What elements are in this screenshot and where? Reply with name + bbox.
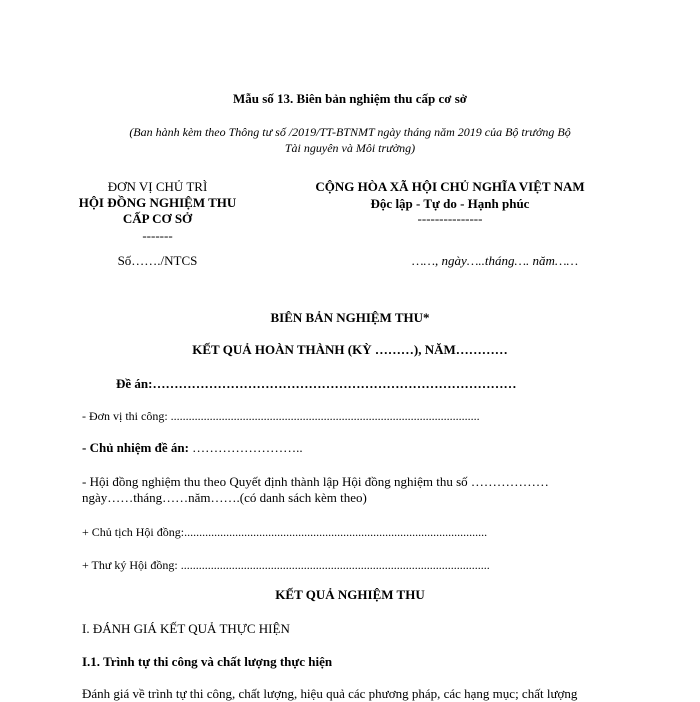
left-header-level: CẤP CƠ SỞ [122,211,193,226]
project-lead-label: - Chủ nhiệm đề án: [82,440,189,455]
right-header-divider: --------------- [417,211,483,226]
results-heading: KẾT QUẢ NGHIỆM THU [275,587,425,602]
section-1-heading: I. ĐÁNH GIÁ KẾT QUẢ THỰC HIỆN [82,621,290,636]
document-date: ……, ngày…..tháng…. năm…… [411,253,579,268]
project-lead-dots: …………………….. [192,440,303,455]
council-chair-field: + Chủ tịch Hội đồng:..................................................................................................... [82,525,488,539]
council-decision-line-2: ngày……tháng……năm…….(có danh sách kèm theo) [82,490,367,505]
form-title: Mẫu số 13. Biên bản nghiệm thu cấp cơ sở [233,91,467,106]
document-title: BIÊN BẢN NGHIỆM THU* [270,310,430,325]
national-title: CỘNG HÒA XÃ HỘI CHỦ NGHĨA VIỆT NAM [315,179,585,194]
document-number: Số……./NTCS [117,253,198,268]
section-1-1-heading: I.1. Trình tự thi công và chất lượng thực hiện [82,654,333,669]
document-subtitle: KẾT QUẢ HOÀN THÀNH (KỲ ………), NĂM………… [192,342,508,357]
issued-note-line-2: Tài nguyên và Môi trường) [284,141,416,155]
project-line: Đề án:………………………………………………………………………… [116,376,517,391]
left-header-council: HỘI ĐỒNG NGHIỆM THU [78,195,237,210]
council-secretary-field: + Thư ký Hội đồng: ....................................................................................................... [82,558,490,572]
left-header-unit: ĐƠN VỊ CHỦ TRÌ [107,179,208,194]
left-header-divider: ------- [142,228,173,243]
national-motto: Độc lập - Tự do - Hạnh phúc [370,196,530,211]
project-lead-field [82,440,303,456]
issued-note-line-1: (Ban hành kèm theo Thông tư số /2019/TT-BTNMT ngày tháng năm 2019 của Bộ trưởng Bộ [129,125,571,139]
council-decision-line-1: - Hội đồng nghiệm thu theo Quyết định thành lập Hội đồng nghiệm thu số ……………… [82,474,549,489]
section-body-text: Đánh giá về trình tự thi công, chất lượng, hiệu quả các phương pháp, các hạng mục; chất lượng [82,686,578,701]
execution-unit-field: - Đơn vị thi công: ....................................................................................................... [82,409,480,423]
